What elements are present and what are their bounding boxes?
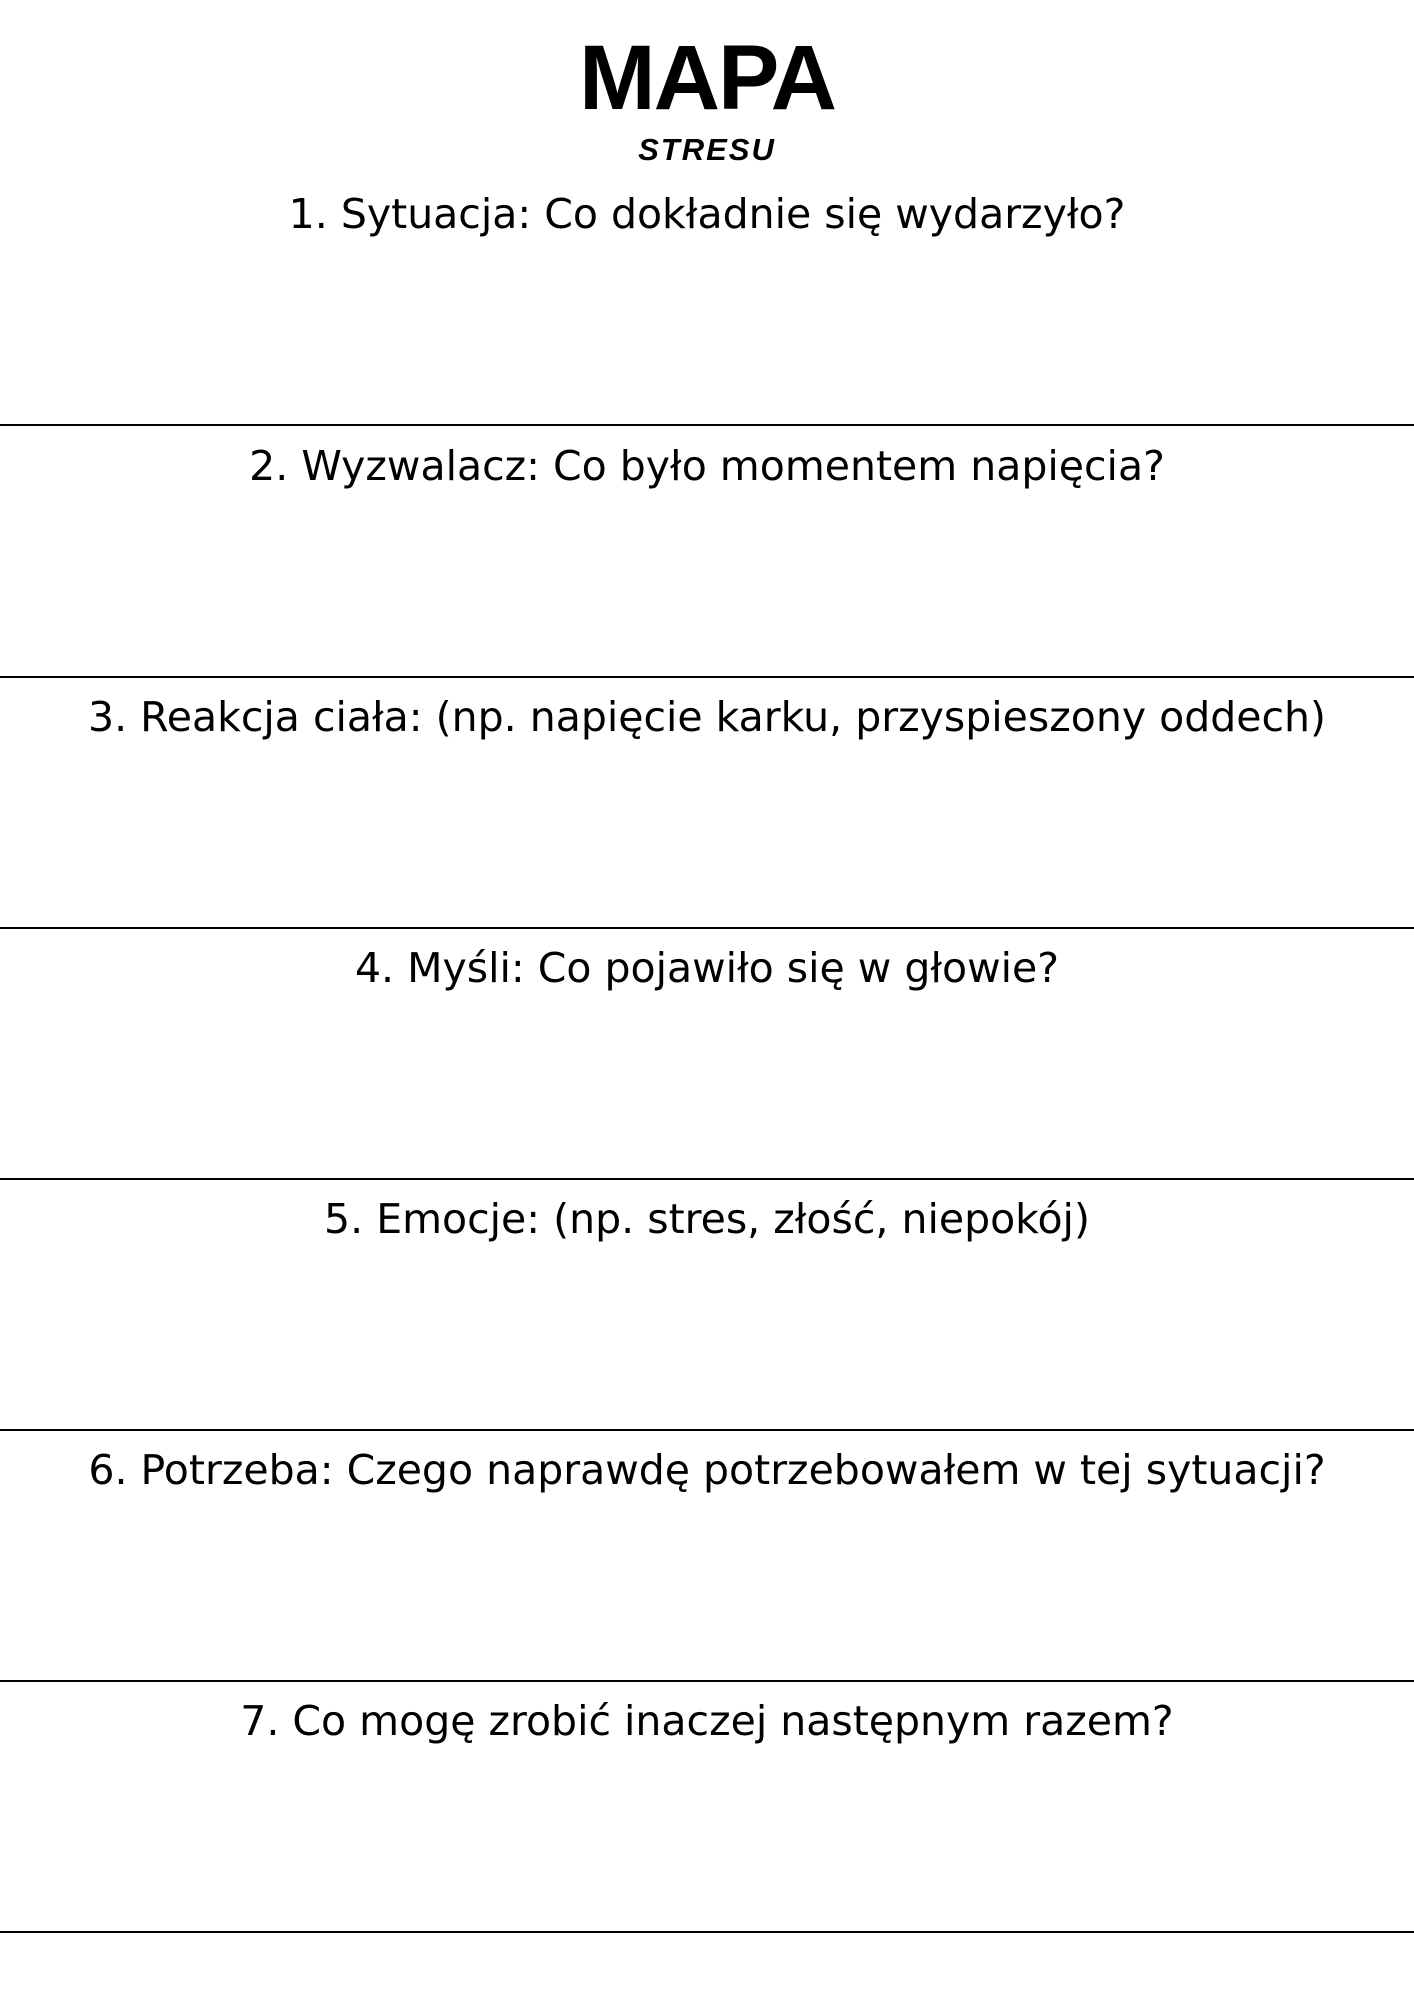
question-2-label: 2. Wyzwalacz: Co było momentem napięcia? — [249, 442, 1165, 490]
answer-line-5 — [0, 1429, 1414, 1431]
answer-line-2 — [0, 676, 1414, 678]
question-section-3 — [0, 689, 1414, 941]
question-section-4 — [0, 940, 1414, 1192]
question-section-1 — [0, 186, 1414, 438]
answer-line-6 — [0, 1680, 1414, 1682]
answer-line-4 — [0, 1178, 1414, 1180]
question-1-label: 1. Sytuacja: Co dokładnie się wydarzyło? — [288, 190, 1126, 238]
question-7-label: 7. Co mogę zrobić inaczej następnym razem? — [240, 1697, 1174, 1745]
answer-line-1 — [0, 424, 1414, 426]
question-section-6 — [0, 1442, 1414, 1694]
page-title: MAPA — [578, 27, 836, 129]
question-4-label: 4. Myśli: Co pojawiło się w głowie? — [354, 944, 1060, 992]
question-section-7 — [0, 1693, 1414, 1945]
question-3-label: 3. Reakcja ciała: (np. napięcie karku, przyspieszony oddech) — [87, 693, 1326, 741]
question-6-label: 6. Potrzeba: Czego naprawdę potrzebowałem w tej sytuacji? — [88, 1446, 1326, 1494]
answer-line-7 — [0, 1931, 1414, 1933]
page-subtitle: STRESU — [638, 132, 776, 167]
question-section-5 — [0, 1191, 1414, 1443]
question-5-label: 5. Emocje: (np. stres, złość, niepokój) — [324, 1195, 1090, 1243]
answer-line-3 — [0, 927, 1414, 929]
question-section-2 — [0, 438, 1414, 690]
